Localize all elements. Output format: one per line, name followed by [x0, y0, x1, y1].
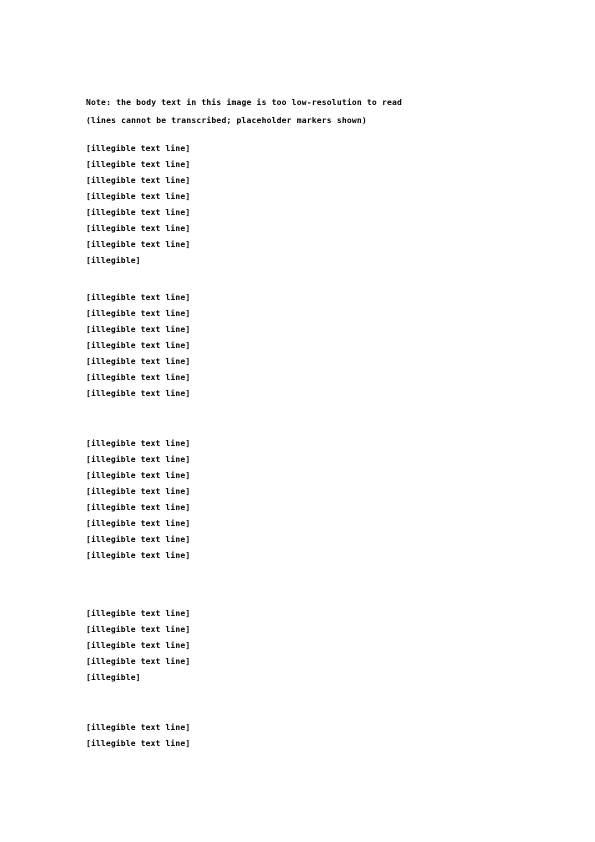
paragraph-5 — [86, 720, 511, 752]
text-line: [illegible text line] — [86, 439, 191, 448]
text-line: [illegible text line] — [86, 641, 191, 650]
text-line: [illegible text line] — [86, 609, 191, 618]
text-line: [illegible text line] — [86, 535, 191, 544]
text-line: [illegible text line] — [86, 341, 191, 350]
text-line: [illegible text line] — [86, 176, 191, 185]
text-line: [illegible text line] — [86, 240, 191, 249]
text-line: [illegible text line] — [86, 389, 191, 398]
paragraph-1 — [86, 141, 511, 269]
paragraph-2 — [86, 290, 511, 402]
text-line: [illegible text line] — [86, 723, 191, 732]
text-line: [illegible text line] — [86, 160, 191, 169]
text-line: [illegible text line] — [86, 192, 191, 201]
document-header — [86, 94, 416, 130]
text-line: [illegible text line] — [86, 208, 191, 217]
text-line: [illegible text line] — [86, 293, 191, 302]
text-line: [illegible text line] — [86, 739, 191, 748]
text-line: [illegible] — [86, 673, 141, 682]
text-line: [illegible text line] — [86, 309, 191, 318]
text-line: [illegible text line] — [86, 487, 191, 496]
text-line: [illegible text line] — [86, 625, 191, 634]
text-line: [illegible text line] — [86, 144, 191, 153]
paragraph-3 — [86, 436, 511, 564]
header-line: Note: the body text in this image is too low-resolution to read — [86, 98, 403, 107]
text-line: [illegible] — [86, 256, 141, 265]
paragraph-4 — [86, 606, 511, 686]
text-line: [illegible text line] — [86, 455, 191, 464]
text-line: [illegible text line] — [86, 471, 191, 480]
text-line: [illegible text line] — [86, 373, 191, 382]
header-line: (lines cannot be transcribed; placeholder markers shown) — [86, 116, 367, 125]
text-line: [illegible text line] — [86, 519, 191, 528]
text-line: [illegible text line] — [86, 325, 191, 334]
text-line: [illegible text line] — [86, 357, 191, 366]
text-line: [illegible text line] — [86, 503, 191, 512]
text-line: [illegible text line] — [86, 551, 191, 560]
text-line: [illegible text line] — [86, 657, 191, 666]
text-line: [illegible text line] — [86, 224, 191, 233]
